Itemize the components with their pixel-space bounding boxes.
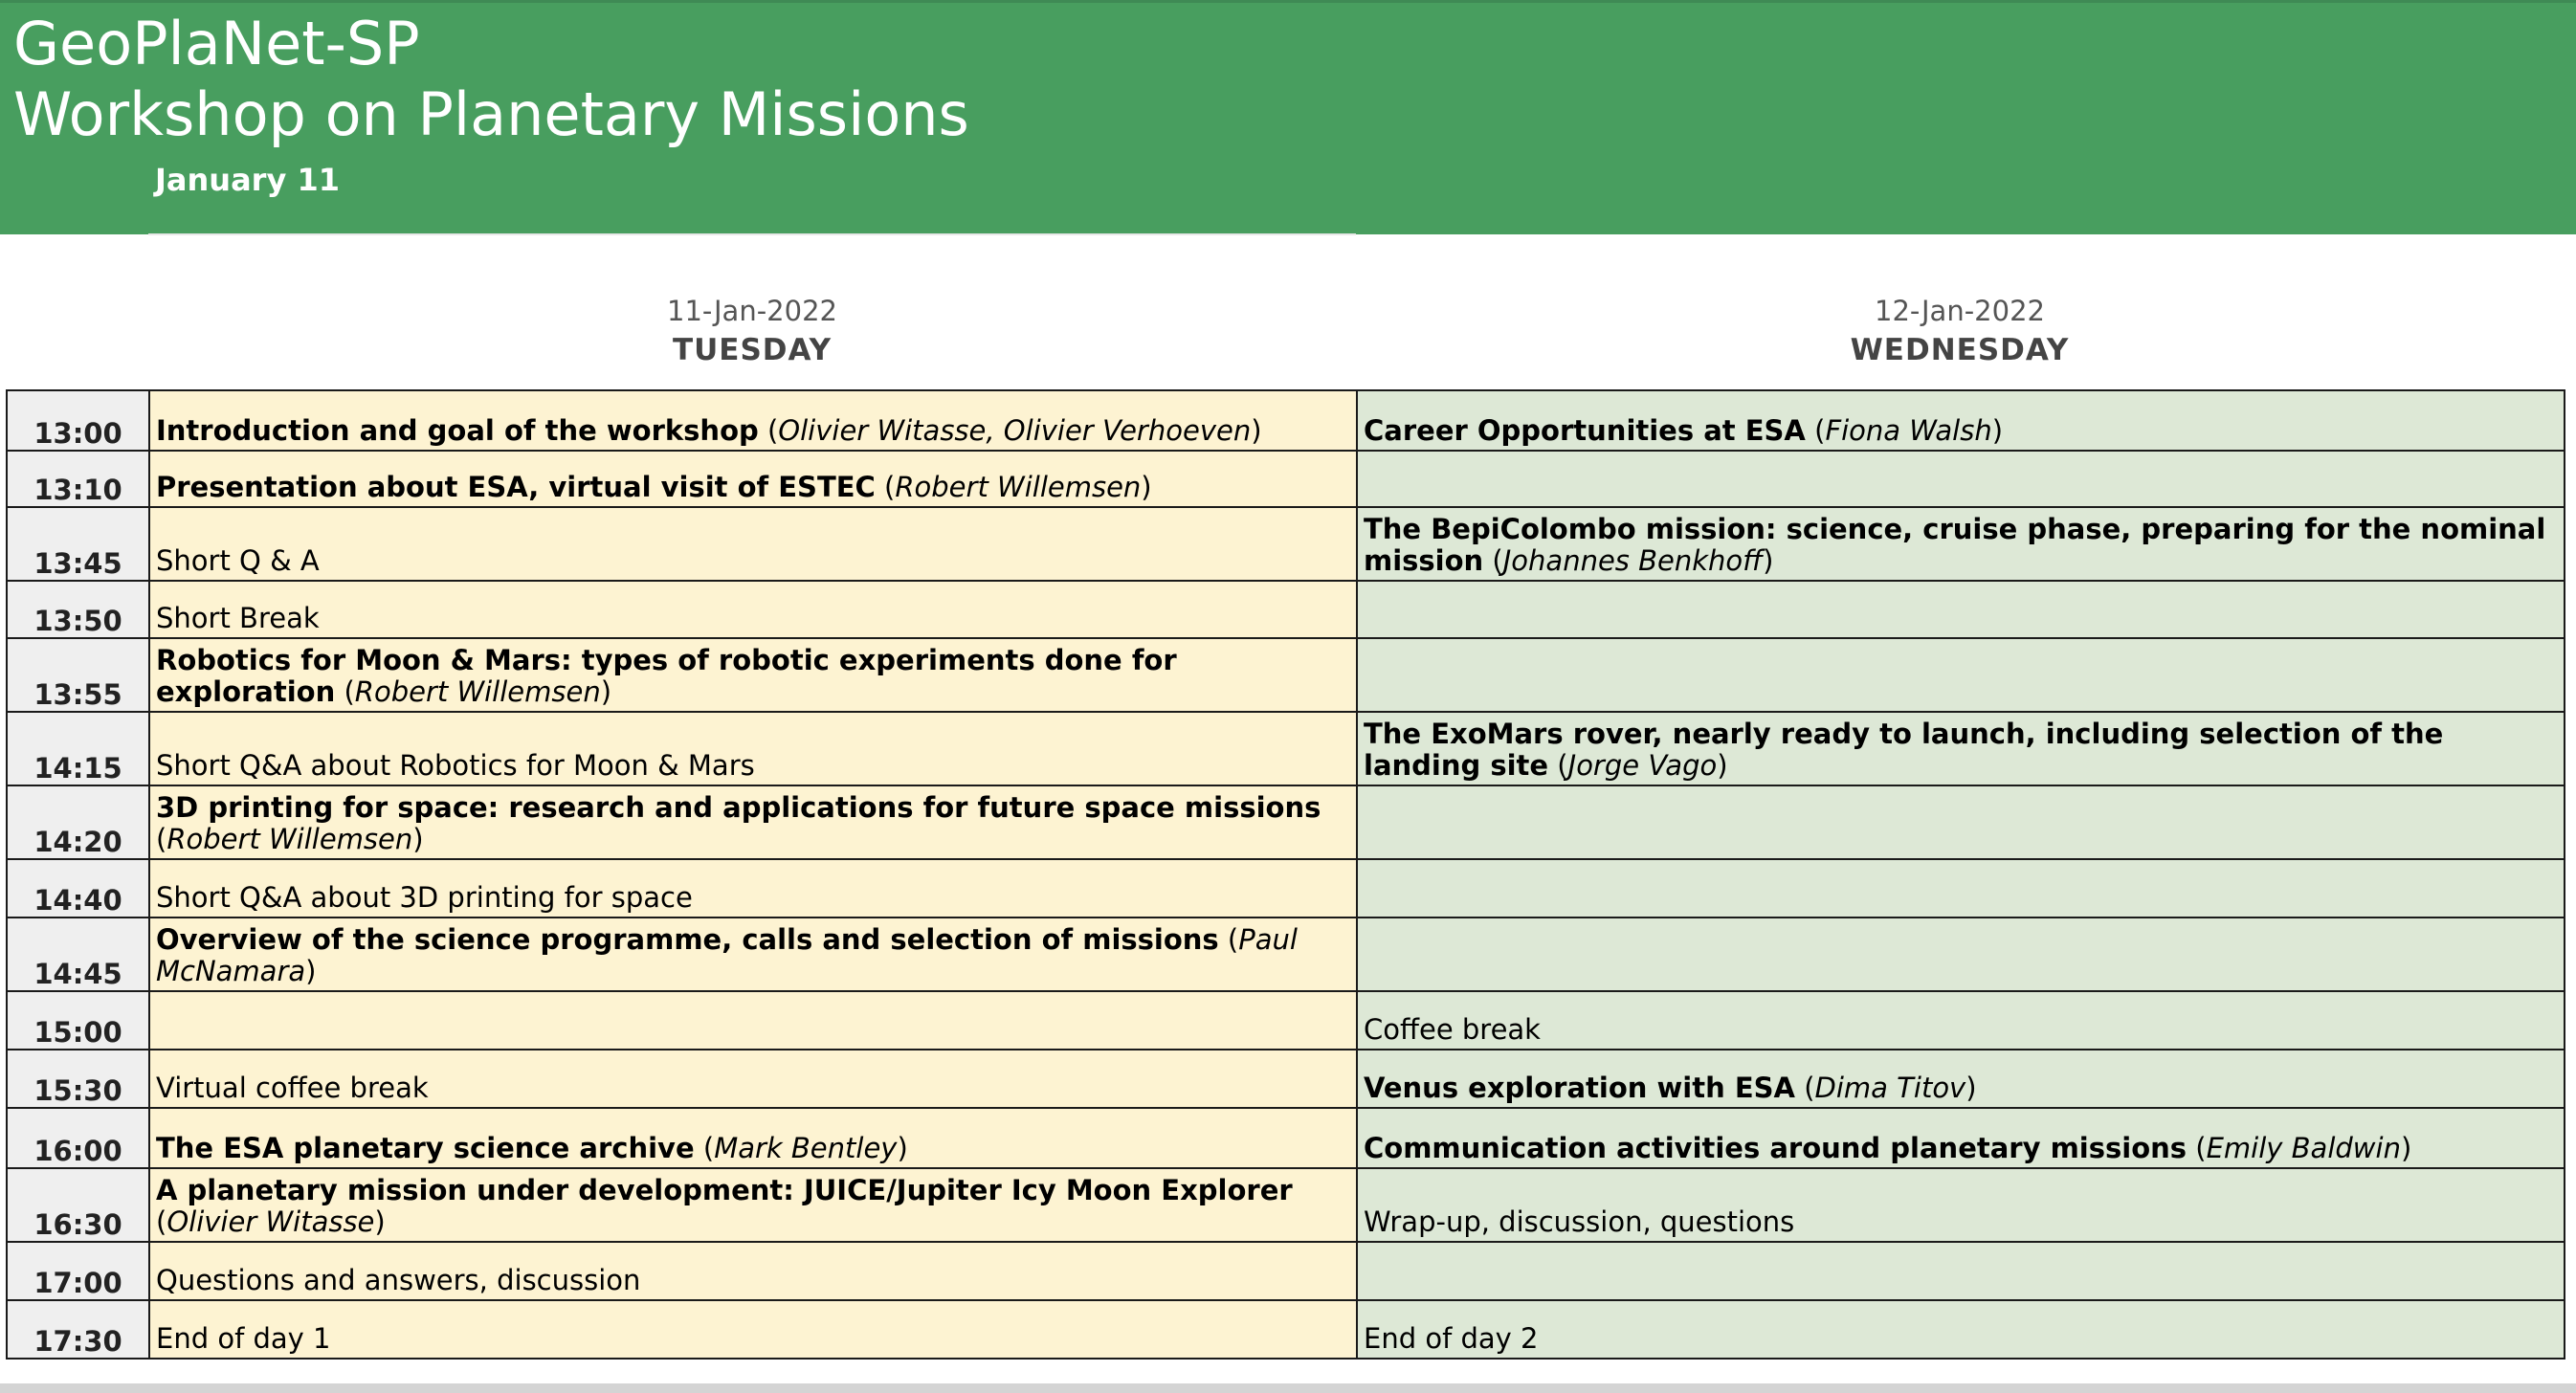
session-text — [1364, 1320, 2558, 1358]
tuesday-session-cell — [149, 581, 1357, 638]
session-label: Virtual coffee break — [156, 1072, 429, 1104]
tuesday-session-cell — [149, 507, 1357, 581]
time-cell: 15:00 — [7, 991, 149, 1050]
session-label: End of day 2 — [1364, 1322, 1539, 1355]
session-speaker: Johannes Benkhoff — [1502, 544, 1764, 577]
workshop-title: Workshop on Planetary Missions — [13, 79, 969, 149]
paren-close: ) — [412, 823, 424, 855]
session-text — [156, 642, 1350, 711]
paren-close: ) — [1141, 471, 1152, 503]
session-label: Short Break — [156, 602, 320, 634]
session-title: Introduction and goal of the workshop — [156, 414, 759, 447]
wednesday-session-cell — [1357, 991, 2565, 1050]
session-text — [156, 469, 1350, 506]
wednesday-session-cell — [1357, 507, 2565, 581]
schedule-row — [7, 712, 2565, 785]
session-text — [1364, 1204, 2558, 1241]
schedule-row — [7, 1300, 2565, 1359]
wednesday-session-cell — [1357, 859, 2565, 918]
schedule-row — [7, 507, 2565, 581]
time-cell: 14:20 — [7, 785, 149, 859]
session-text — [156, 921, 1350, 990]
day-name-tuesday: TUESDAY — [672, 333, 833, 367]
session-speaker: Olivier Witasse, Olivier Verhoeven — [778, 414, 1252, 447]
session-text — [156, 1130, 1350, 1167]
paren-close: ) — [305, 955, 317, 987]
tuesday-session-cell — [149, 451, 1357, 507]
tuesday-session-cell — [149, 638, 1357, 712]
session-speaker: Mark Bentley — [714, 1132, 898, 1164]
day-date-wednesday: 12-Jan-2022 — [1875, 295, 2045, 327]
schedule-row — [7, 1242, 2565, 1300]
time-cell: 14:45 — [7, 918, 149, 991]
session-text — [1364, 852, 2558, 858]
session-title: The BepiColombo mission: science, cruise phase, preparing for the nominal mission — [1364, 513, 2546, 577]
paren-close: ) — [374, 1205, 386, 1238]
session-text — [156, 1070, 1350, 1107]
wednesday-session-cell — [1357, 638, 2565, 712]
session-speaker: Paul McNamara — [156, 923, 1298, 987]
session-label: Short Q & A — [156, 544, 320, 577]
session-label: Coffee break — [1364, 1013, 1541, 1046]
paren-close: ) — [1717, 749, 1728, 782]
schedule-row — [7, 638, 2565, 712]
session-title: 3D printing for space: research and applications for future space missions — [156, 791, 1321, 824]
header-divider — [148, 233, 1356, 235]
paren-open: ( — [694, 1132, 715, 1164]
tuesday-session-cell — [149, 1108, 1357, 1168]
session-speaker: Robert Willemsen — [354, 675, 601, 708]
wednesday-session-cell — [1357, 1242, 2565, 1300]
session-title: Communication activities around planetary missions — [1364, 1132, 2187, 1164]
session-text — [156, 1172, 1350, 1241]
paren-open: ( — [1218, 923, 1239, 956]
wednesday-session-cell — [1357, 918, 2565, 991]
session-text — [1364, 911, 2558, 917]
wednesday-session-cell — [1357, 451, 2565, 507]
paren-open: ( — [1795, 1072, 1815, 1104]
tuesday-session-cell — [149, 1242, 1357, 1300]
time-cell: 13:45 — [7, 507, 149, 581]
session-text — [156, 1043, 1350, 1049]
schedule-row — [7, 918, 2565, 991]
day-name-wednesday: WEDNESDAY — [1850, 333, 2070, 367]
page-bottom-edge — [0, 1383, 2576, 1393]
paren-open: ( — [156, 1205, 167, 1238]
schedule-row — [7, 1108, 2565, 1168]
wednesday-session-cell — [1357, 581, 2565, 638]
time-cell: 13:50 — [7, 581, 149, 638]
session-text — [156, 879, 1350, 917]
schedule-row — [7, 859, 2565, 918]
session-title: Robotics for Moon & Mars: types of robotic experiments done for exploration — [156, 644, 1177, 708]
session-label: Short Q&A about 3D printing for space — [156, 881, 693, 914]
day-date-tuesday: 11-Jan-2022 — [667, 295, 837, 327]
session-label: Short Q&A about Robotics for Moon & Mars — [156, 749, 755, 782]
session-text — [156, 412, 1350, 450]
session-text — [156, 1320, 1350, 1358]
session-title: The ExoMars rover, nearly ready to launch, including selection of the landing site — [1364, 718, 2444, 782]
session-text — [1364, 1070, 2558, 1107]
time-cell: 13:55 — [7, 638, 149, 712]
paren-open: ( — [1483, 544, 1503, 577]
session-text — [1364, 511, 2558, 580]
session-text — [156, 1262, 1350, 1299]
schedule-row — [7, 451, 2565, 507]
session-text — [1364, 1130, 2558, 1167]
paren-open: ( — [875, 471, 896, 503]
session-title: Venus exploration with ESA — [1364, 1072, 1795, 1104]
time-cell: 14:15 — [7, 712, 149, 785]
paren-open: ( — [2187, 1132, 2207, 1164]
session-speaker: Emily Baldwin — [2206, 1132, 2401, 1164]
schedule-row — [7, 991, 2565, 1050]
session-text — [1364, 705, 2558, 711]
tuesday-session-cell — [149, 1300, 1357, 1359]
session-text — [156, 600, 1350, 637]
session-title: Overview of the science programme, calls and selection of missions — [156, 923, 1219, 956]
tuesday-session-cell — [149, 712, 1357, 785]
time-cell: 13:00 — [7, 390, 149, 451]
paren-close: ) — [1965, 1072, 1977, 1104]
wednesday-session-cell — [1357, 1300, 2565, 1359]
schedule-row — [7, 1050, 2565, 1108]
paren-open: ( — [758, 414, 779, 447]
tuesday-session-cell — [149, 859, 1357, 918]
session-text — [1364, 1011, 2558, 1049]
time-cell: 16:00 — [7, 1108, 149, 1168]
paren-close: ) — [600, 675, 612, 708]
session-speaker: Robert Willemsen — [895, 471, 1142, 503]
session-title: Presentation about ESA, virtual visit of ESTEC — [156, 471, 876, 503]
workshop-series-title: GeoPlaNet-SP — [13, 9, 420, 78]
session-title: The ESA planetary science archive — [156, 1132, 695, 1164]
tuesday-session-cell — [149, 1050, 1357, 1108]
schedule-table — [6, 389, 2565, 1360]
schedule-row — [7, 390, 2565, 451]
wednesday-session-cell — [1357, 1108, 2565, 1168]
session-text — [1364, 412, 2558, 450]
paren-close: ) — [1763, 544, 1774, 577]
wednesday-session-cell — [1357, 1050, 2565, 1108]
session-text — [1364, 500, 2558, 506]
session-speaker: Fiona Walsh — [1825, 414, 1992, 447]
session-title: A planetary mission under development: JUICE/Jupiter Icy Moon Explorer — [156, 1174, 1293, 1206]
paren-close: ) — [1251, 414, 1262, 447]
session-text — [1364, 716, 2558, 785]
tuesday-session-cell — [149, 390, 1357, 451]
paren-close: ) — [1991, 414, 2004, 447]
session-speaker: Jorge Vago — [1567, 749, 1718, 782]
paren-open: ( — [1548, 749, 1568, 782]
paren-close: ) — [897, 1132, 908, 1164]
time-cell: 17:00 — [7, 1242, 149, 1300]
time-cell: 17:30 — [7, 1300, 149, 1359]
header-date: January 11 — [155, 162, 340, 198]
schedule-row — [7, 1168, 2565, 1242]
wednesday-session-cell — [1357, 712, 2565, 785]
session-text — [156, 542, 1350, 580]
header-banner — [0, 0, 2576, 234]
wednesday-session-cell — [1357, 390, 2565, 451]
session-speaker: Robert Willemsen — [167, 823, 413, 855]
paren-open: ( — [156, 823, 167, 855]
paren-close: ) — [2400, 1132, 2412, 1164]
schedule-row — [7, 581, 2565, 638]
time-cell: 16:30 — [7, 1168, 149, 1242]
session-text — [156, 747, 1350, 785]
time-cell: 13:10 — [7, 451, 149, 507]
day-header-tuesday — [148, 295, 1356, 367]
paren-open: ( — [1805, 414, 1826, 447]
session-label: Wrap-up, discussion, questions — [1364, 1205, 1795, 1238]
tuesday-session-cell — [149, 991, 1357, 1050]
wednesday-session-cell — [1357, 1168, 2565, 1242]
time-cell: 15:30 — [7, 1050, 149, 1108]
session-speaker: Dima Titov — [1814, 1072, 1966, 1104]
time-cell: 14:40 — [7, 859, 149, 918]
session-text — [1364, 631, 2558, 637]
session-text — [1364, 1294, 2558, 1299]
schedule-row — [7, 785, 2565, 859]
session-title: Career Opportunities at ESA — [1364, 414, 1806, 447]
session-label: Questions and answers, discussion — [156, 1264, 641, 1296]
wednesday-session-cell — [1357, 785, 2565, 859]
session-text — [1364, 984, 2558, 990]
tuesday-session-cell — [149, 1168, 1357, 1242]
session-label: End of day 1 — [156, 1322, 331, 1355]
session-text — [156, 789, 1350, 858]
tuesday-session-cell — [149, 785, 1357, 859]
paren-open: ( — [335, 675, 355, 708]
session-speaker: Olivier Witasse — [167, 1205, 375, 1238]
schedule-body — [7, 390, 2565, 1359]
tuesday-session-cell — [149, 918, 1357, 991]
day-header-wednesday — [1356, 295, 2564, 367]
